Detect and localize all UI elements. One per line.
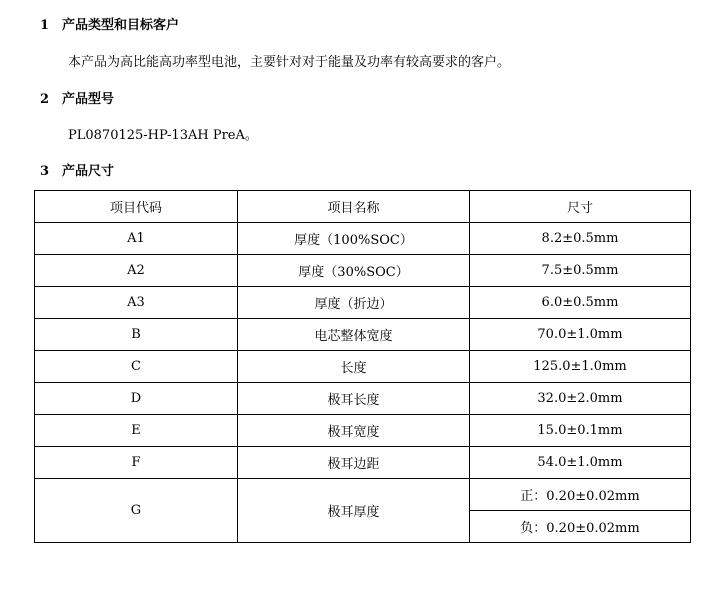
cell-size: 7.5±0.5mm xyxy=(470,255,691,287)
cell-name: 极耳边距 xyxy=(238,447,470,479)
cell-size: 15.0±0.1mm xyxy=(470,415,691,447)
dimensions-table xyxy=(34,190,691,543)
cell-name: 厚度（30%SOC） xyxy=(238,255,470,287)
section-3-heading xyxy=(40,160,114,179)
section-title: 产品尺寸 xyxy=(62,164,115,179)
cell-code: A1 xyxy=(35,223,238,255)
cell-size-negative: 负：0.20±0.02mm xyxy=(470,511,691,543)
cell-code: C xyxy=(35,351,238,383)
section-title: 产品类型和目标客户 xyxy=(62,18,180,33)
cell-size: 54.0±1.0mm xyxy=(470,447,691,479)
cell-code: E xyxy=(35,415,238,447)
cell-name: 厚度（100%SOC） xyxy=(238,223,470,255)
cell-size: 125.0±1.0mm xyxy=(470,351,691,383)
table-row xyxy=(35,383,691,415)
cell-name: 长度 xyxy=(238,351,470,383)
table-row xyxy=(35,223,691,255)
cell-size: 6.0±0.5mm xyxy=(470,287,691,319)
cell-code: A3 xyxy=(35,287,238,319)
section-number: 3 xyxy=(40,164,50,179)
table-row xyxy=(35,319,691,351)
header-name: 项目名称 xyxy=(238,191,470,223)
table-row xyxy=(35,351,691,383)
cell-code: G xyxy=(35,479,238,543)
cell-code: B xyxy=(35,319,238,351)
cell-size-positive: 正：0.20±0.02mm xyxy=(470,479,691,511)
cell-name: 极耳宽度 xyxy=(238,415,470,447)
section-2-paragraph: PL0870125-HP-13AH PreA。 xyxy=(68,128,258,143)
section-2-heading xyxy=(40,88,114,107)
cell-code: D xyxy=(35,383,238,415)
cell-size: 32.0±2.0mm xyxy=(470,383,691,415)
section-title: 产品型号 xyxy=(62,92,115,107)
header-size: 尺寸 xyxy=(470,191,691,223)
cell-size: 8.2±0.5mm xyxy=(470,223,691,255)
table-header-row xyxy=(35,191,691,223)
table-row xyxy=(35,255,691,287)
header-code: 项目代码 xyxy=(35,191,238,223)
cell-size: 70.0±1.0mm xyxy=(470,319,691,351)
section-1-heading xyxy=(40,14,179,33)
cell-code: F xyxy=(35,447,238,479)
cell-name: 极耳长度 xyxy=(238,383,470,415)
section-number: 1 xyxy=(40,18,50,33)
table-row xyxy=(35,479,691,511)
table-row xyxy=(35,287,691,319)
cell-name: 厚度（折边） xyxy=(238,287,470,319)
table-row xyxy=(35,415,691,447)
section-1-paragraph: 本产品为高比能高功率型电池，主要针对对于能量及功率有较高要求的客户。 xyxy=(68,55,511,70)
cell-name: 极耳厚度 xyxy=(238,479,470,543)
cell-name: 电芯整体宽度 xyxy=(238,319,470,351)
cell-code: A2 xyxy=(35,255,238,287)
section-number: 2 xyxy=(40,92,50,107)
table-row xyxy=(35,447,691,479)
